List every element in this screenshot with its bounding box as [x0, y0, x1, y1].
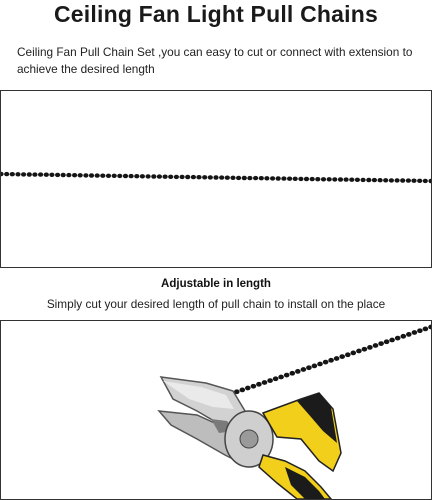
chain-ball	[406, 332, 412, 337]
chain-ball	[253, 176, 258, 180]
chain-ball	[378, 341, 384, 346]
chain-ball	[55, 173, 60, 177]
chain-ball	[290, 371, 296, 376]
chain-ball	[225, 175, 230, 179]
chain-ball	[10, 172, 15, 176]
chain-ball	[284, 373, 290, 378]
chain-ball	[406, 178, 411, 182]
chain-ball	[366, 178, 371, 182]
chain-ball	[384, 339, 390, 344]
chain-ball	[344, 177, 349, 181]
chain-ball	[174, 175, 179, 179]
chain-ball	[361, 178, 366, 182]
chain-ball	[362, 347, 368, 352]
chain-ball	[400, 178, 405, 182]
chain-ball	[49, 173, 54, 177]
chain-ball	[240, 388, 246, 393]
chain-ball	[202, 175, 207, 179]
chain-ball	[89, 173, 94, 177]
chain-ball	[78, 173, 83, 177]
chain-ball	[256, 382, 262, 387]
chain-ball	[367, 345, 373, 350]
chain-ball	[423, 179, 428, 183]
chain-ball	[334, 356, 340, 361]
chain-ball	[21, 172, 26, 176]
pliers-icon	[159, 377, 341, 499]
chain-ball	[72, 173, 77, 177]
chain-ball	[95, 173, 100, 177]
chain-ball	[27, 172, 32, 176]
chain-ball	[264, 176, 269, 180]
pliers-cutting-chain-photo	[0, 320, 432, 500]
adjustable-text: Simply cut your desired length of pull chain to install on the place	[46, 297, 386, 311]
chain-ball	[298, 177, 303, 181]
chain-ball	[251, 384, 257, 389]
chain-ball	[287, 176, 292, 180]
chain-ball	[213, 175, 218, 179]
chain-ball	[332, 177, 337, 181]
chain-ball	[66, 173, 71, 177]
chain-ball	[383, 178, 388, 182]
chain-ball	[317, 362, 323, 367]
chain-ball	[373, 343, 379, 348]
chain-ball	[61, 173, 66, 177]
chain-ball	[151, 174, 156, 178]
chain-ball	[185, 175, 190, 179]
ball-chain-icon	[1, 91, 431, 267]
chain-ball	[327, 177, 332, 181]
adjustable-heading: Adjustable in length	[161, 278, 271, 290]
chain-ball	[44, 172, 49, 176]
chain-ball	[242, 176, 247, 180]
chain-ball	[259, 176, 264, 180]
chain-ball	[356, 349, 362, 354]
chain-ball	[312, 364, 318, 369]
chain-ball	[293, 177, 298, 181]
chain-ball	[339, 354, 345, 359]
chain-ball	[157, 174, 162, 178]
chain-ball	[163, 174, 168, 178]
chain-ball	[349, 177, 354, 181]
chain-ball	[338, 177, 343, 181]
chain-ball	[417, 179, 422, 183]
chain-ball	[351, 351, 357, 356]
chain-ball	[1, 172, 4, 176]
chain-ball	[323, 360, 329, 365]
chain-ball	[196, 175, 201, 179]
chain-ball	[134, 174, 139, 178]
chain-ball	[304, 177, 309, 181]
chain-ball	[245, 386, 251, 391]
chain-ball	[230, 176, 235, 180]
chain-ball	[401, 334, 407, 339]
chain-ball	[4, 172, 9, 176]
chain-ball	[38, 172, 43, 176]
chain-ball	[112, 174, 117, 178]
chain-ball	[395, 336, 401, 341]
chain-ball	[129, 174, 134, 178]
chain-ball	[208, 175, 213, 179]
chain-ball	[262, 380, 268, 385]
chain-ball	[146, 174, 151, 178]
chain-ball	[295, 369, 301, 374]
chain-ball	[428, 179, 431, 183]
chain-ball	[395, 178, 400, 182]
chain-ball	[267, 378, 273, 383]
chain-ball	[372, 178, 377, 182]
chain-ball	[306, 365, 312, 370]
chain-ball	[315, 177, 320, 181]
chain-ball	[180, 175, 185, 179]
chain-ball	[219, 175, 224, 179]
chain-ball	[106, 174, 111, 178]
chain-ball	[236, 176, 241, 180]
chain-ball	[247, 176, 252, 180]
chain-ball	[278, 375, 284, 380]
chain-ball	[345, 352, 351, 357]
chain-ball	[355, 178, 360, 182]
chain-ball	[83, 173, 88, 177]
chain-ball	[411, 178, 416, 182]
chain-ball	[301, 367, 307, 372]
chain-ball	[168, 175, 173, 179]
chain-ball	[123, 174, 128, 178]
chain-ball	[378, 178, 383, 182]
chain-ball	[32, 172, 37, 176]
chain-ball	[428, 325, 431, 330]
chain-ball	[15, 172, 20, 176]
straight-ball-chain-photo	[0, 90, 432, 268]
chain-ball	[389, 338, 395, 343]
chain-ball	[276, 176, 281, 180]
chain-ball	[328, 358, 334, 363]
chain-ball	[191, 175, 196, 179]
chain-ball	[310, 177, 315, 181]
chain-ball	[417, 328, 423, 333]
chain-ball	[100, 173, 105, 177]
page-title: Ceiling Fan Light Pull Chains	[54, 1, 378, 27]
chain-ball	[412, 330, 418, 335]
pliers-scene	[1, 321, 431, 499]
chain-ball	[270, 176, 275, 180]
chain-ball	[281, 176, 286, 180]
chain-ball	[321, 177, 326, 181]
chain-ball	[273, 376, 279, 381]
chain-ball	[140, 174, 145, 178]
chain-ball	[117, 174, 122, 178]
chain-ball	[389, 178, 394, 182]
intro-text: Ceiling Fan Pull Chain Set ,you can easy to cut or connect with extension to achieve the desired length	[17, 45, 413, 76]
chain-ball	[423, 327, 429, 332]
